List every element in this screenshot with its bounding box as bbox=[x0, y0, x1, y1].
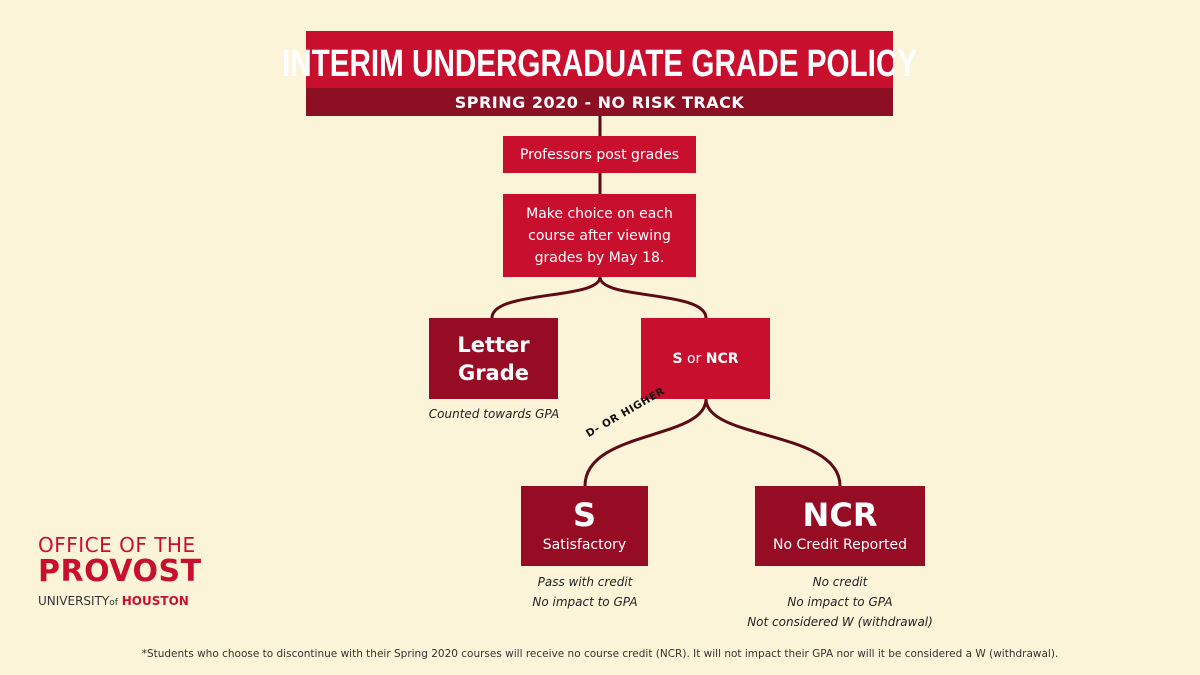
s-code: S bbox=[572, 496, 597, 534]
s-note-2: No impact to GPA bbox=[532, 595, 638, 609]
letter-grade-line1: Letter bbox=[457, 332, 530, 357]
ncr-note-1: No credit bbox=[812, 575, 868, 589]
ncr-notes bbox=[730, 572, 950, 632]
logo-university bbox=[38, 590, 202, 614]
logo-university-word: UNIVERSITY bbox=[38, 594, 110, 608]
provost-logo bbox=[38, 534, 202, 614]
ncr-label: NCR bbox=[705, 350, 739, 367]
s-note-1: Pass with credit bbox=[537, 575, 633, 589]
title-banner bbox=[281, 31, 918, 115]
ncr-note-3: Not considered W (withdrawal) bbox=[747, 615, 933, 629]
connector-sncr-s bbox=[585, 399, 706, 486]
logo-of-word: of bbox=[109, 598, 118, 608]
letter-grade-note: Counted towards GPA bbox=[428, 407, 560, 421]
step2-label: Make choice on each course after viewing grades by May 18. bbox=[526, 205, 673, 266]
logo-houston-word: HOUSTON bbox=[121, 594, 189, 608]
letter-grade-line2: Grade bbox=[457, 360, 530, 385]
logo-line1: OFFICE OF THE bbox=[38, 533, 196, 557]
connector-step2-sncr bbox=[600, 277, 706, 318]
or-label: or bbox=[686, 350, 702, 367]
s-or-ncr-label bbox=[672, 351, 738, 367]
ncr-code: NCR bbox=[802, 496, 878, 534]
no-credit-reported-box bbox=[755, 486, 925, 566]
satisfactory-box bbox=[521, 486, 648, 566]
connector-step2-letter bbox=[492, 277, 600, 318]
footnote: *Students who choose to discontinue with their Spring 2020 courses will receive no course credit (NCR). It will not impact their GPA nor will it be considered a W (withdrawal). bbox=[141, 648, 1059, 660]
page-title: INTERIM UNDERGRADUATE GRADE POLICY bbox=[281, 42, 918, 85]
satisfactory-notes bbox=[504, 572, 666, 612]
s-label: S bbox=[672, 350, 683, 367]
ncr-note-2: No impact to GPA bbox=[787, 595, 893, 609]
step1-label: Professors post grades bbox=[519, 146, 680, 163]
step-make-choice bbox=[503, 194, 696, 277]
step-professors-post-grades bbox=[503, 136, 696, 173]
s-name: Satisfactory bbox=[542, 537, 627, 553]
connector-sncr-ncr bbox=[706, 399, 840, 486]
branch-label-d-or-higher: D- OR HIGHER bbox=[584, 385, 668, 440]
letter-grade-box bbox=[429, 318, 558, 399]
ncr-name: No Credit Reported bbox=[773, 537, 907, 553]
logo-line2: PROVOST bbox=[38, 554, 202, 589]
page-subtitle: SPRING 2020 - NO RISK TRACK bbox=[306, 88, 893, 116]
